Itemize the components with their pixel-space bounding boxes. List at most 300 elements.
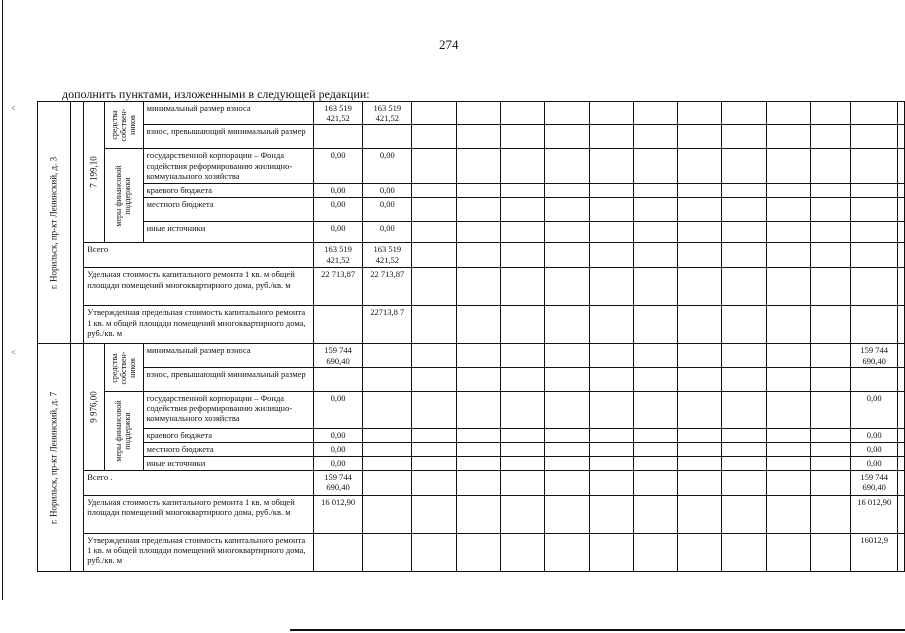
empty-cell <box>501 428 545 442</box>
empty-cell <box>898 470 905 495</box>
source-label: минимальный размер взноса <box>143 102 313 125</box>
empty-cell <box>589 428 633 442</box>
empty-cell <box>722 495 766 533</box>
value-cell <box>363 495 412 533</box>
address-text: г. Норильск, пр-кт Ленинский, д. 3 <box>48 156 59 289</box>
value-cell <box>363 456 412 470</box>
value-cell: 159 744 690,40 <box>314 344 363 367</box>
empty-cell <box>898 102 905 125</box>
empty-cell <box>810 367 850 391</box>
empty-cell <box>589 470 633 495</box>
empty-cell <box>678 344 722 367</box>
table-row <box>38 125 905 149</box>
value-cell-last: 0,00 <box>851 456 898 470</box>
owners-group-label: средства собствен-ников <box>109 108 137 142</box>
source-label: краевого бюджета <box>143 428 313 442</box>
value-cell-last: 0,00 <box>851 428 898 442</box>
empty-cell <box>898 243 905 268</box>
empty-cell <box>810 268 850 306</box>
value-cell: 163 519 421,52 <box>314 102 363 125</box>
area-text: 7 199,10 <box>88 156 99 188</box>
empty-cell <box>810 184 850 198</box>
owners-group-cell <box>105 102 143 149</box>
source-label: минимальный размер взноса <box>143 344 313 367</box>
empty-cell <box>810 391 850 428</box>
empty-cell <box>722 268 766 306</box>
empty-cell <box>589 391 633 428</box>
value-cell <box>314 367 363 391</box>
value-cell: 22 713,87 <box>363 268 412 306</box>
value-cell-last <box>851 198 898 222</box>
table-row <box>38 184 905 198</box>
summary-row <box>38 533 905 571</box>
address-text: г. Норильск, пр-кт Ленинский, д. 7 <box>48 391 59 524</box>
empty-cell <box>545 442 589 456</box>
empty-cell <box>545 102 589 125</box>
empty-cell <box>456 367 500 391</box>
summary-label: Всего <box>84 243 314 268</box>
empty-cell <box>810 470 850 495</box>
empty-cell <box>766 184 810 198</box>
support-group-label: меры финансовой поддержки <box>114 165 132 227</box>
value-cell <box>363 533 412 571</box>
value-cell: 0,00 <box>314 198 363 222</box>
empty-cell <box>898 222 905 243</box>
empty-cell <box>456 184 500 198</box>
empty-cell <box>898 367 905 391</box>
value-cell: 0,00 <box>314 428 363 442</box>
table-row <box>38 367 905 391</box>
empty-cell <box>898 495 905 533</box>
empty-cell <box>766 125 810 149</box>
empty-cell <box>589 495 633 533</box>
table-row <box>38 456 905 470</box>
empty-cell <box>810 344 850 367</box>
empty-cell <box>722 456 766 470</box>
empty-cell <box>456 470 500 495</box>
table-row <box>38 428 905 442</box>
value-cell-last <box>851 367 898 391</box>
empty-cell <box>678 470 722 495</box>
source-label: государственной корпорации – Фонда содействия реформированию жилищно-коммунального хозяйства <box>143 391 313 428</box>
empty-cell <box>633 391 677 428</box>
empty-cell <box>501 391 545 428</box>
empty-cell <box>412 243 456 268</box>
empty-cell <box>633 306 677 344</box>
empty-cell <box>722 184 766 198</box>
empty-cell <box>412 125 456 149</box>
empty-cell <box>722 367 766 391</box>
empty-cell <box>456 243 500 268</box>
empty-cell <box>501 495 545 533</box>
value-cell-last: 16 012,90 <box>851 495 898 533</box>
value-cell <box>363 428 412 442</box>
empty-cell <box>766 344 810 367</box>
empty-cell <box>722 391 766 428</box>
empty-cell <box>898 306 905 344</box>
empty-cell <box>545 344 589 367</box>
area-text: 9 976,00 <box>88 391 99 423</box>
empty-cell <box>545 428 589 442</box>
empty-cell <box>898 184 905 198</box>
empty-cell <box>633 222 677 243</box>
empty-cell <box>545 222 589 243</box>
value-cell-last <box>851 268 898 306</box>
empty-cell <box>501 222 545 243</box>
empty-cell <box>722 306 766 344</box>
owners-group-cell <box>105 344 143 391</box>
table-row <box>38 102 905 125</box>
summary-label: Всего . <box>84 470 314 495</box>
value-cell-last <box>851 125 898 149</box>
value-cell: 0,00 <box>314 184 363 198</box>
empty-cell <box>766 198 810 222</box>
table-row <box>38 442 905 456</box>
value-cell <box>314 306 363 344</box>
empty-cell <box>456 198 500 222</box>
empty-cell <box>810 198 850 222</box>
empty-cell <box>412 306 456 344</box>
empty-cell <box>456 428 500 442</box>
empty-cell <box>633 125 677 149</box>
empty-cell <box>412 442 456 456</box>
empty-cell <box>766 367 810 391</box>
empty-cell <box>456 149 500 184</box>
empty-cell <box>810 102 850 125</box>
table-row <box>38 222 905 243</box>
empty-cell <box>898 149 905 184</box>
empty-cell <box>412 184 456 198</box>
empty-cell <box>810 306 850 344</box>
empty-cell <box>633 442 677 456</box>
summary-row <box>38 268 905 306</box>
empty-cell <box>589 533 633 571</box>
empty-cell <box>545 456 589 470</box>
empty-cell <box>633 149 677 184</box>
empty-cell <box>412 456 456 470</box>
empty-cell <box>545 391 589 428</box>
summary-label: Утвержденная предельная стоимость капитального ремонта 1 кв. м общей площади помещений многоквартирного дома, руб./кв. м <box>84 306 314 344</box>
empty-cell <box>501 533 545 571</box>
value-cell: 163 519 421,52 <box>363 243 412 268</box>
empty-cell <box>898 391 905 428</box>
empty-cell <box>589 222 633 243</box>
empty-cell <box>678 222 722 243</box>
intro-text: дополнить пунктами, изложенными в следующей редакции: <box>62 87 370 101</box>
empty-cell <box>545 470 589 495</box>
value-cell-last: 0,00 <box>851 442 898 456</box>
empty-cell <box>633 268 677 306</box>
empty-cell <box>456 222 500 243</box>
empty-cell <box>766 495 810 533</box>
empty-cell <box>898 442 905 456</box>
empty-cell <box>589 184 633 198</box>
empty-cell <box>545 125 589 149</box>
value-cell-last <box>851 184 898 198</box>
value-cell: 163 519 421,52 <box>314 243 363 268</box>
empty-cell <box>766 470 810 495</box>
empty-cell <box>501 102 545 125</box>
empty-cell <box>501 456 545 470</box>
summary-row <box>38 470 905 495</box>
empty-cell <box>545 243 589 268</box>
spacer-cell <box>70 102 84 344</box>
empty-cell <box>412 198 456 222</box>
empty-cell <box>412 495 456 533</box>
empty-cell <box>766 456 810 470</box>
empty-cell <box>412 344 456 367</box>
owners-group-label: средства собствен-ников <box>109 351 137 385</box>
empty-cell <box>589 456 633 470</box>
empty-cell <box>501 306 545 344</box>
empty-cell <box>722 533 766 571</box>
empty-cell <box>898 533 905 571</box>
empty-cell <box>722 102 766 125</box>
empty-cell <box>589 149 633 184</box>
summary-row <box>38 306 905 344</box>
summary-label: Удельная стоимость капитального ремонта 1 кв. м общей площади помещений многоквартирного дома, руб./кв. м <box>84 495 314 533</box>
empty-cell <box>589 268 633 306</box>
empty-cell <box>722 344 766 367</box>
scan-edge-bottom <box>290 629 905 631</box>
source-label: государственной корпорации – Фонда содействия реформированию жилищно-коммунального хозяйства <box>143 149 313 184</box>
value-cell: 0,00 <box>314 442 363 456</box>
summary-row <box>38 243 905 268</box>
empty-cell <box>810 456 850 470</box>
value-cell: 0,00 <box>314 222 363 243</box>
value-cell-last <box>851 222 898 243</box>
value-cell: 0,00 <box>314 149 363 184</box>
empty-cell <box>501 344 545 367</box>
empty-cell <box>678 428 722 442</box>
empty-cell <box>456 344 500 367</box>
table-body <box>38 102 905 572</box>
empty-cell <box>412 149 456 184</box>
value-cell: 0,00 <box>314 391 363 428</box>
table-row <box>38 391 905 428</box>
address-cell <box>38 102 71 344</box>
empty-cell <box>545 533 589 571</box>
empty-cell <box>898 268 905 306</box>
empty-cell <box>501 268 545 306</box>
capital-repair-table <box>37 101 905 572</box>
empty-cell <box>456 533 500 571</box>
table-row <box>38 149 905 184</box>
empty-cell <box>766 268 810 306</box>
empty-cell <box>810 243 850 268</box>
empty-cell <box>633 367 677 391</box>
support-group-cell <box>105 149 143 243</box>
empty-cell <box>898 125 905 149</box>
empty-cell <box>545 149 589 184</box>
empty-cell <box>766 533 810 571</box>
empty-cell <box>766 222 810 243</box>
area-cell <box>84 102 105 243</box>
empty-cell <box>633 198 677 222</box>
empty-cell <box>456 125 500 149</box>
empty-cell <box>501 198 545 222</box>
value-cell: 0,00 <box>314 456 363 470</box>
value-cell <box>363 391 412 428</box>
support-group-label: меры финансовой поддержки <box>114 400 132 462</box>
source-label: иные источники <box>143 222 313 243</box>
empty-cell <box>412 470 456 495</box>
empty-cell <box>678 125 722 149</box>
empty-cell <box>898 344 905 367</box>
empty-cell <box>456 391 500 428</box>
empty-cell <box>589 306 633 344</box>
value-cell-last: 0,00 <box>851 391 898 428</box>
value-cell: 0,00 <box>363 222 412 243</box>
value-cell-last <box>851 306 898 344</box>
value-cell <box>363 470 412 495</box>
value-cell: 22 713,87 <box>314 268 363 306</box>
empty-cell <box>545 198 589 222</box>
empty-cell <box>412 268 456 306</box>
empty-cell <box>501 442 545 456</box>
empty-cell <box>766 149 810 184</box>
table-row <box>38 344 905 367</box>
empty-cell <box>633 102 677 125</box>
empty-cell <box>456 102 500 125</box>
empty-cell <box>633 470 677 495</box>
empty-cell <box>501 149 545 184</box>
value-cell: 0,00 <box>363 184 412 198</box>
empty-cell <box>501 470 545 495</box>
empty-cell <box>589 367 633 391</box>
empty-cell <box>456 268 500 306</box>
empty-cell <box>810 222 850 243</box>
empty-cell <box>589 442 633 456</box>
empty-cell <box>545 367 589 391</box>
empty-cell <box>633 243 677 268</box>
empty-cell <box>678 533 722 571</box>
empty-cell <box>589 344 633 367</box>
empty-cell <box>722 198 766 222</box>
empty-cell <box>722 222 766 243</box>
empty-cell <box>501 184 545 198</box>
empty-cell <box>678 306 722 344</box>
value-cell: 163 519 421,52 <box>363 102 412 125</box>
empty-cell <box>412 102 456 125</box>
empty-cell <box>678 456 722 470</box>
table-row <box>38 198 905 222</box>
value-cell-last: 159 744 690,40 <box>851 344 898 367</box>
empty-cell <box>766 428 810 442</box>
empty-cell <box>678 391 722 428</box>
empty-cell <box>810 533 850 571</box>
empty-cell <box>633 184 677 198</box>
row-marker-2: < <box>11 348 16 357</box>
row-marker-1: < <box>11 104 16 113</box>
source-label: иные источники <box>143 456 313 470</box>
empty-cell <box>810 149 850 184</box>
empty-cell <box>412 428 456 442</box>
empty-cell <box>545 306 589 344</box>
empty-cell <box>678 184 722 198</box>
empty-cell <box>545 184 589 198</box>
value-cell-last: 16012,9 <box>851 533 898 571</box>
empty-cell <box>501 125 545 149</box>
empty-cell <box>678 243 722 268</box>
empty-cell <box>678 149 722 184</box>
empty-cell <box>412 391 456 428</box>
empty-cell <box>412 533 456 571</box>
empty-cell <box>722 428 766 442</box>
value-cell: 159 744 690,40 <box>314 470 363 495</box>
empty-cell <box>810 495 850 533</box>
empty-cell <box>589 102 633 125</box>
empty-cell <box>456 306 500 344</box>
empty-cell <box>898 456 905 470</box>
scan-edge-left <box>2 0 3 600</box>
empty-cell <box>633 533 677 571</box>
empty-cell <box>456 456 500 470</box>
empty-cell <box>810 442 850 456</box>
support-group-cell <box>105 391 143 470</box>
summary-label: Удельная стоимость капитального ремонта 1 кв. м общей площади помещений многоквартирного дома, руб./кв. м <box>84 268 314 306</box>
area-cell <box>84 344 105 470</box>
value-cell <box>363 125 412 149</box>
value-cell <box>363 344 412 367</box>
value-cell: 0,00 <box>363 198 412 222</box>
empty-cell <box>633 456 677 470</box>
empty-cell <box>678 442 722 456</box>
empty-cell <box>412 222 456 243</box>
empty-cell <box>678 268 722 306</box>
empty-cell <box>501 243 545 268</box>
empty-cell <box>589 198 633 222</box>
source-label: краевого бюджета <box>143 184 313 198</box>
empty-cell <box>898 198 905 222</box>
empty-cell <box>412 367 456 391</box>
value-cell: 0,00 <box>363 149 412 184</box>
empty-cell <box>633 428 677 442</box>
empty-cell <box>722 149 766 184</box>
summary-label: Утвержденная предельная стоимость капитального ремонта 1 кв. м общей площади помещений многоквартирного дома, руб./кв. м <box>84 533 314 571</box>
source-label: местного бюджета <box>143 442 313 456</box>
empty-cell <box>633 344 677 367</box>
value-cell-last <box>851 102 898 125</box>
value-cell <box>314 125 363 149</box>
empty-cell <box>456 442 500 456</box>
empty-cell <box>722 243 766 268</box>
value-cell: 16 012,90 <box>314 495 363 533</box>
empty-cell <box>678 102 722 125</box>
source-label: взнос, превышающий минимальный размер <box>143 367 313 391</box>
empty-cell <box>766 442 810 456</box>
value-cell <box>314 533 363 571</box>
empty-cell <box>722 442 766 456</box>
empty-cell <box>766 391 810 428</box>
source-label: взнос, превышающий минимальный размер <box>143 125 313 149</box>
value-cell-last: 159 744 690,40 <box>851 470 898 495</box>
summary-row <box>38 495 905 533</box>
value-cell-last <box>851 243 898 268</box>
empty-cell <box>678 495 722 533</box>
empty-cell <box>456 495 500 533</box>
value-cell <box>363 442 412 456</box>
empty-cell <box>545 495 589 533</box>
spacer-cell <box>70 344 84 571</box>
value-cell <box>363 367 412 391</box>
empty-cell <box>766 243 810 268</box>
empty-cell <box>810 428 850 442</box>
empty-cell <box>678 198 722 222</box>
empty-cell <box>810 125 850 149</box>
source-label: местного бюджета <box>143 198 313 222</box>
empty-cell <box>633 495 677 533</box>
